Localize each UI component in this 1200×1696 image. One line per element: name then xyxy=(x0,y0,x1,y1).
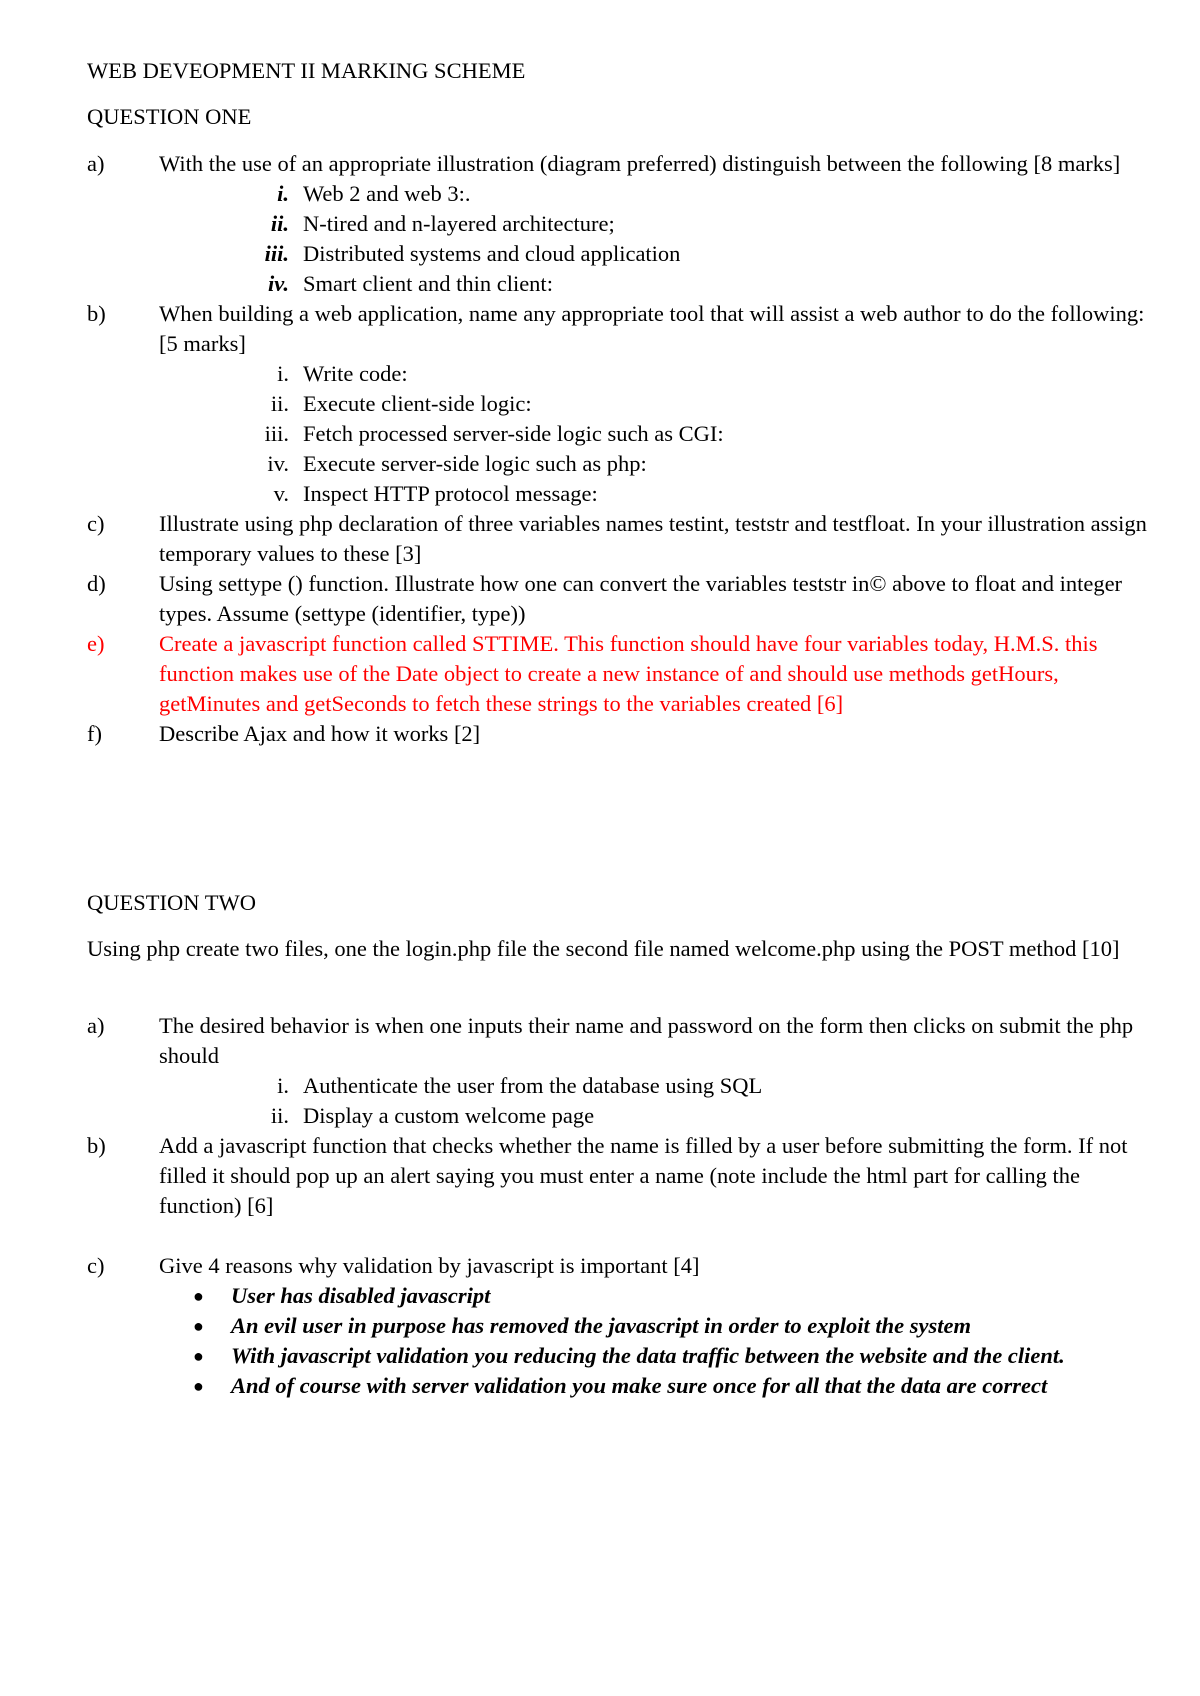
item-label: c) xyxy=(87,1253,105,1278)
item-label: b) xyxy=(87,1133,106,1158)
q1-b-sub-iv xyxy=(159,449,1147,479)
q1-a-sub-iv xyxy=(159,269,1147,299)
sub-label: i. xyxy=(277,361,289,386)
q2-a-sub-i xyxy=(159,1071,1147,1101)
q2-item-c xyxy=(87,1251,1147,1281)
q2-item-a xyxy=(87,1011,1147,1131)
title-text: WEB DEVEOPMENT II MARKING SCHEME xyxy=(87,58,526,83)
sub-label: iii. xyxy=(264,241,289,266)
item-text: Describe Ajax and how it works [2] xyxy=(159,721,481,746)
sub-text: Authenticate the user from the database using SQL xyxy=(303,1073,763,1098)
sub-label: i. xyxy=(277,1073,289,1098)
question-two-heading: QUESTION TWO xyxy=(87,890,256,915)
reason-item xyxy=(87,1371,1147,1401)
q1-b-sub-ii xyxy=(159,389,1147,419)
reason-item xyxy=(87,1281,1147,1311)
sub-text: Fetch processed server-side logic such as CGI: xyxy=(303,421,724,446)
item-text: The desired behavior is when one inputs their name and password on the form then clicks on submit the php should xyxy=(159,1013,1134,1068)
item-label: e) xyxy=(87,631,105,656)
q1-a-sub-ii xyxy=(159,209,1147,239)
question-two-intro xyxy=(87,934,1147,964)
intro-text: Using php create two files, one the login.php file the second file named welcome.php using the POST method [10] xyxy=(87,936,1120,961)
sub-text: Write code: xyxy=(303,361,408,386)
q1-item-c xyxy=(87,509,1147,569)
reason-text: With javascript validation you reducing the data traffic between the website and the client. xyxy=(231,1343,1065,1368)
item-text: Add a javascript function that checks whether the name is filled by a user before submitting the form. If not filled it should pop up an alert saying you must enter a name (note include the html part for calling the function) [6] xyxy=(159,1133,1128,1218)
sub-text: N-tired and n-layered architecture; xyxy=(303,211,615,236)
q1-a-sub-iii xyxy=(159,239,1147,269)
item-label: d) xyxy=(87,571,106,596)
sub-label: ii. xyxy=(270,391,289,416)
reason-item xyxy=(87,1341,1147,1371)
q1-b-sub-v xyxy=(159,479,1147,509)
sub-label: ii. xyxy=(270,1103,289,1128)
q1-a-sub-i xyxy=(159,179,1147,209)
reason-text: User has disabled javascript xyxy=(231,1283,491,1308)
q1-b-sub-i xyxy=(159,359,1147,389)
sub-label: i. xyxy=(277,181,289,206)
question-two-list xyxy=(87,1011,1147,1401)
item-label: f) xyxy=(87,721,102,746)
reason-text: And of course with server validation you make sure once for all that the data are correct xyxy=(231,1373,1048,1398)
q2-item-b xyxy=(87,1131,1147,1221)
q1-b-sub-iii xyxy=(159,419,1147,449)
item-label: a) xyxy=(87,151,105,176)
sub-text: Web 2 and web 3:. xyxy=(303,181,471,206)
reasons-list xyxy=(87,1281,1147,1401)
sub-text: Smart client and thin client: xyxy=(303,271,553,296)
sub-label: iii. xyxy=(264,421,289,446)
sub-text: Inspect HTTP protocol message: xyxy=(303,481,598,506)
sub-label: ii. xyxy=(270,211,289,236)
sub-text: Display a custom welcome page xyxy=(303,1103,595,1128)
question-two xyxy=(87,888,1147,918)
question-one-list xyxy=(87,149,1147,749)
item-text: Create a javascript function called STTIME. This function should have four variables today, H.M.S. this function makes use of the Date object to create a new instance of and should use methods getHours, getMinutes and getSeconds to fetch these strings to the variables created [6] xyxy=(159,631,1098,716)
q1-item-e-highlighted xyxy=(87,629,1147,719)
item-text: Give 4 reasons why validation by javascript is important [4] xyxy=(159,1253,700,1278)
q1-item-a xyxy=(87,149,1147,299)
reason-text: An evil user in purpose has removed the javascript in order to exploit the system xyxy=(231,1313,972,1338)
sub-label: iv. xyxy=(267,271,289,296)
bullet-icon: ● xyxy=(193,1346,204,1366)
item-text: Using settype () function. Illustrate how one can convert the variables teststr in© above to float and integer types. Assume (settype (identifier, type)) xyxy=(159,571,1123,626)
spacer xyxy=(87,1221,1147,1251)
item-label: a) xyxy=(87,1013,105,1038)
q2-a-sub-ii xyxy=(159,1101,1147,1131)
reason-item xyxy=(87,1311,1147,1341)
document-title xyxy=(87,56,1147,86)
item-text: Illustrate using php declaration of three variables names testint, teststr and testfloat. In your illustration assign temporary values to these [3] xyxy=(159,511,1147,566)
sub-text: Execute client-side logic: xyxy=(303,391,532,416)
q1-item-b xyxy=(87,299,1147,509)
question-one xyxy=(87,102,1147,132)
sub-text: Execute server-side logic such as php: xyxy=(303,451,647,476)
item-label: b) xyxy=(87,301,106,326)
bullet-icon: ● xyxy=(193,1286,204,1306)
sub-label: v. xyxy=(273,481,289,506)
item-text: When building a web application, name any appropriate tool that will assist a web author to do the following: [5 marks] xyxy=(159,301,1145,356)
q1-item-d xyxy=(87,569,1147,629)
question-one-heading: QUESTION ONE xyxy=(87,104,252,129)
item-text: With the use of an appropriate illustration (diagram preferred) distinguish between the following [8 marks] xyxy=(159,151,1121,176)
bullet-icon: ● xyxy=(193,1316,204,1336)
bullet-icon: ● xyxy=(193,1376,204,1396)
sub-text: Distributed systems and cloud application xyxy=(303,241,681,266)
sub-label: iv. xyxy=(267,451,289,476)
q1-item-f xyxy=(87,719,1147,749)
item-label: c) xyxy=(87,511,105,536)
